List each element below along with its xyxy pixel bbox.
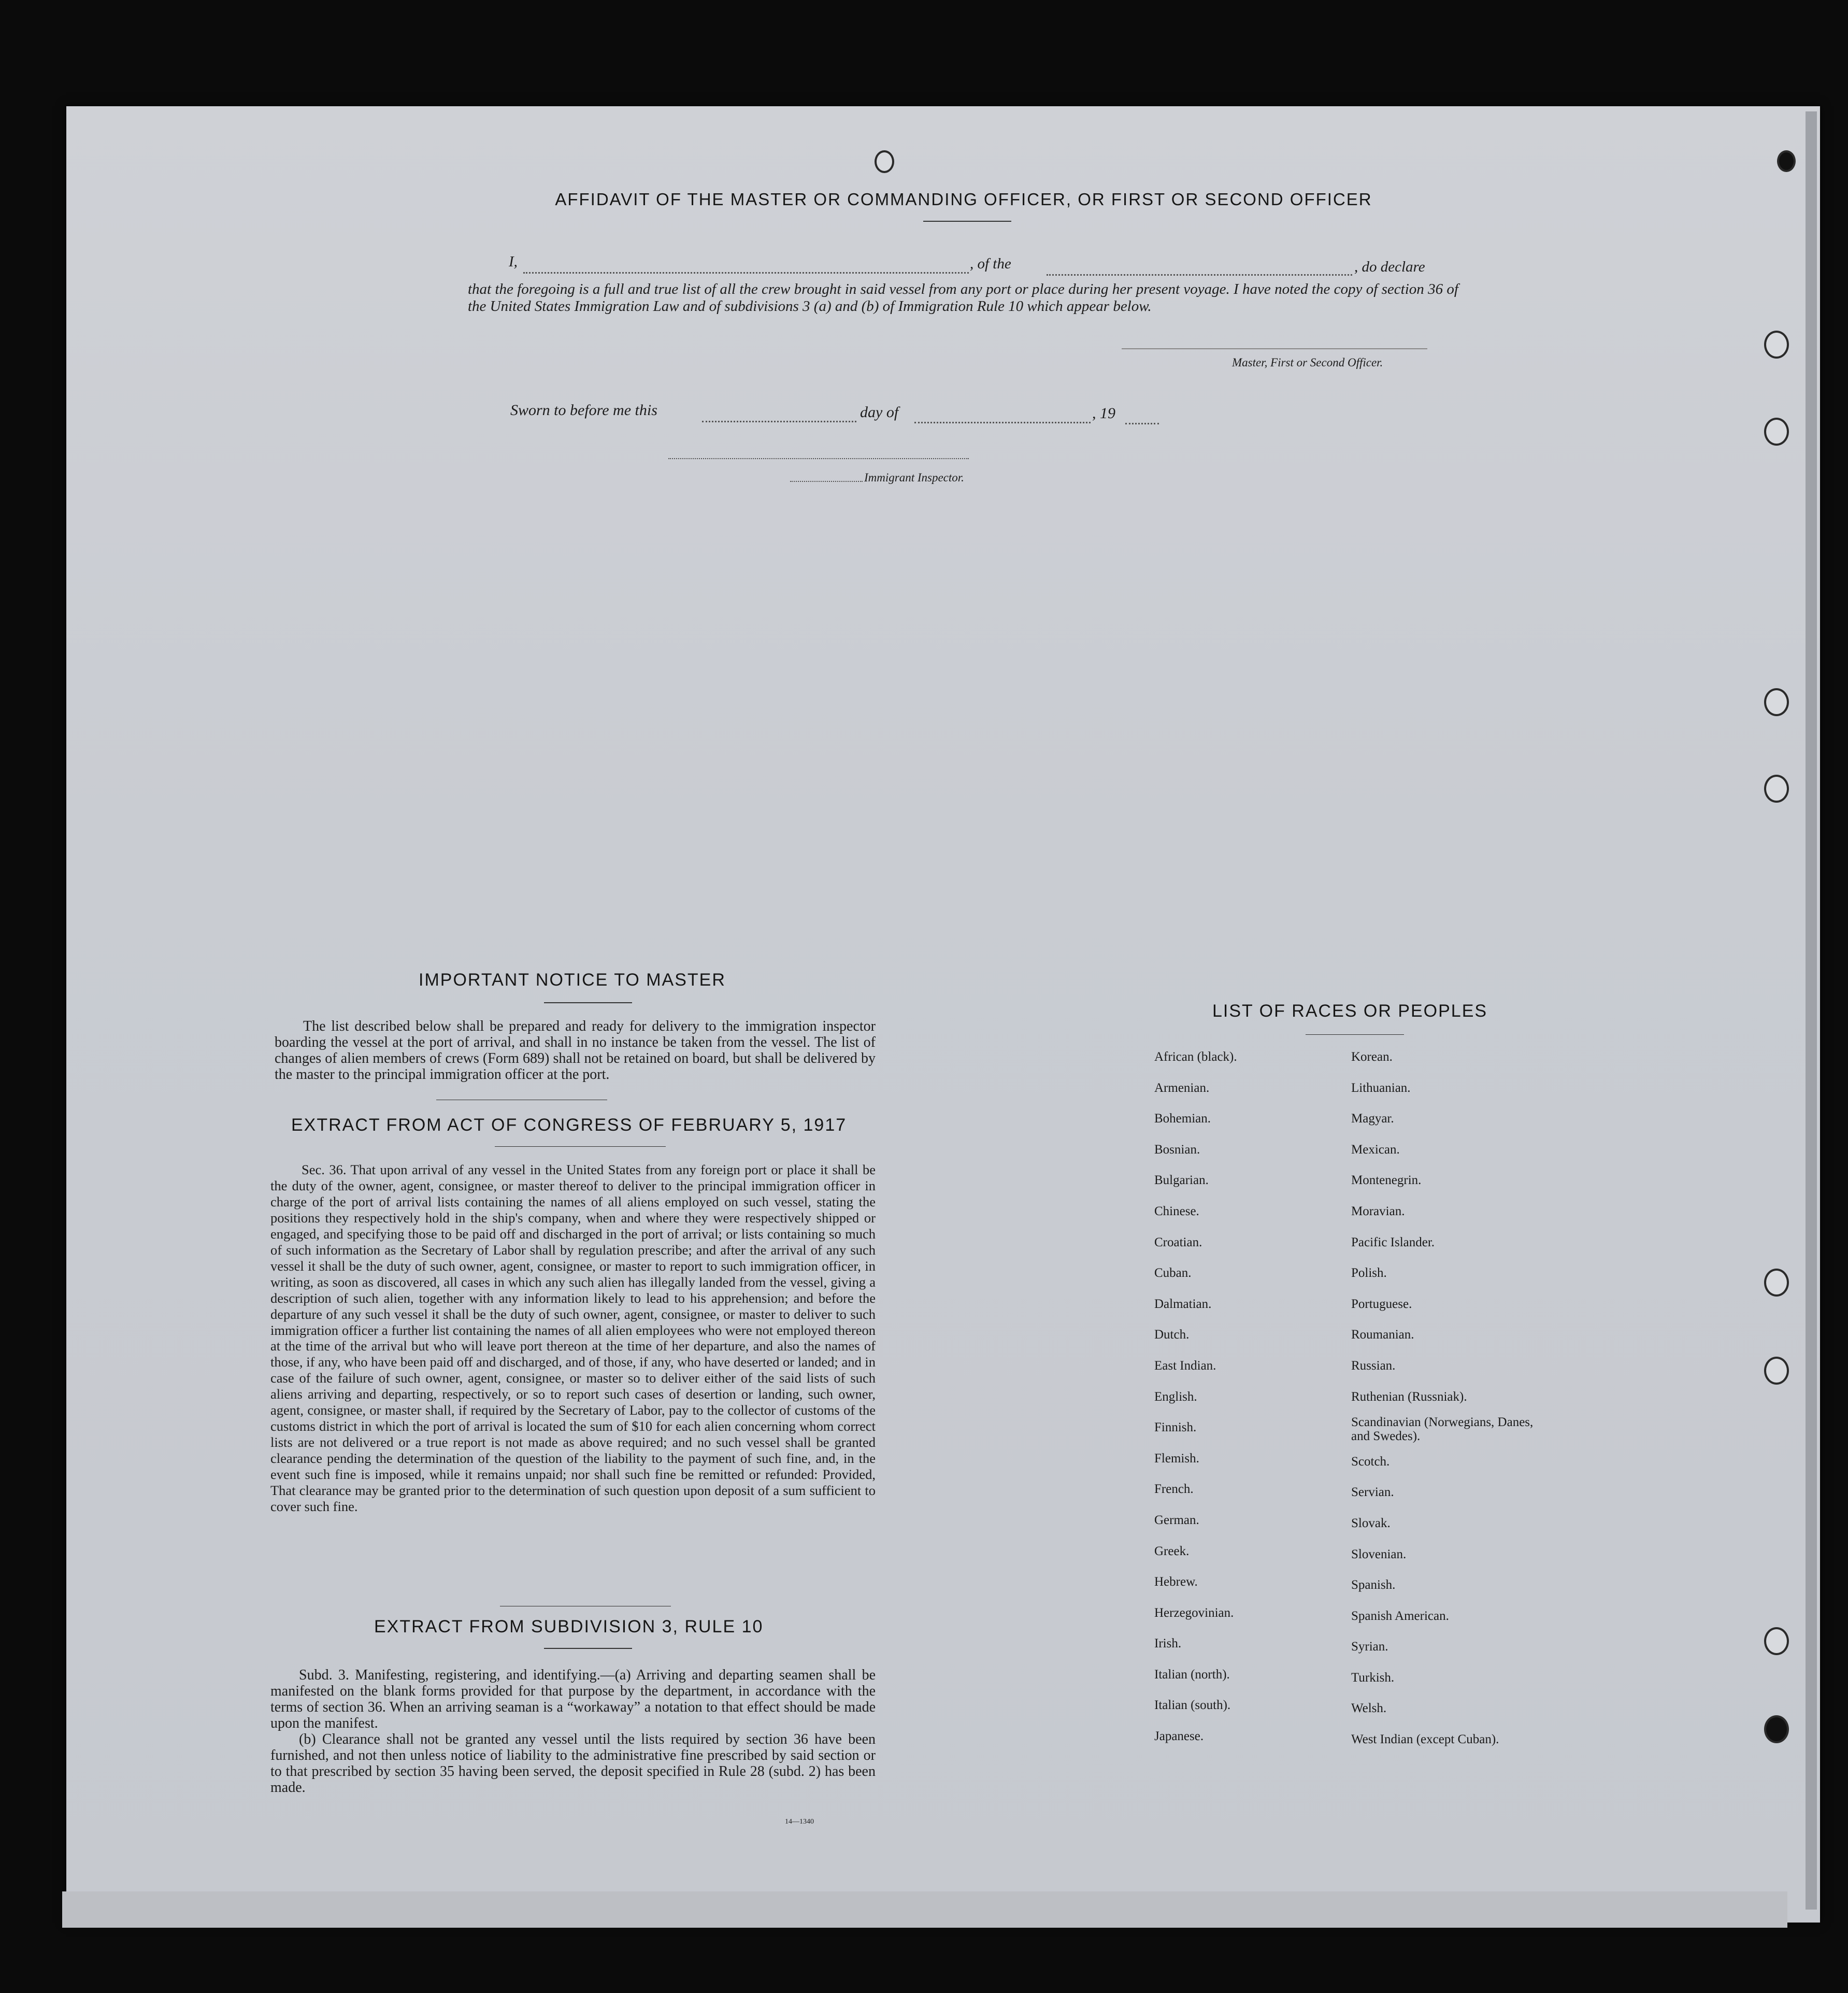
race-item: Syrian. xyxy=(1351,1640,1388,1654)
race-item: Spanish American. xyxy=(1351,1608,1449,1623)
race-item: Japanese. xyxy=(1154,1729,1204,1744)
race-item: Cuban. xyxy=(1154,1266,1192,1280)
race-item: Lithuanian. xyxy=(1351,1080,1411,1095)
sworn-text: Sworn to before me this xyxy=(510,402,657,419)
race-item: Slovak. xyxy=(1351,1516,1391,1530)
race-item: Roumanian. xyxy=(1351,1328,1414,1342)
affidavit-heading-rule xyxy=(923,221,1011,222)
affidavit-do-declare: , do declare xyxy=(1354,259,1425,275)
race-item: Polish. xyxy=(1351,1266,1387,1280)
races-heading: LIST OF RACES OR PEOPLES xyxy=(1212,1001,1488,1021)
race-item: Hebrew. xyxy=(1154,1575,1198,1589)
binder-hole-icon xyxy=(1764,331,1789,359)
affidavit-heading: AFFIDAVIT OF THE MASTER OR COMMANDING OFFICER, OR FIRST OR SECOND OFFICER xyxy=(555,190,1372,209)
act-heading-rule xyxy=(495,1146,666,1147)
page-edge xyxy=(1806,111,1817,1910)
inspector-signature-blank-2 xyxy=(790,481,863,482)
race-item: Ruthenian (Russniak). xyxy=(1351,1389,1467,1404)
master-signature-caption: Master, First or Second Officer. xyxy=(1232,356,1383,369)
binder-hole-icon xyxy=(1764,1357,1789,1385)
sworn-year-blank xyxy=(1125,423,1159,424)
race-item: Bulgarian. xyxy=(1154,1173,1209,1188)
race-item: Scandinavian (Norwegians, Danes, and Swedes). xyxy=(1351,1415,1534,1444)
master-signature-blank xyxy=(1122,348,1427,349)
race-item: Bosnian. xyxy=(1154,1142,1200,1157)
act-heading: EXTRACT FROM ACT OF CONGRESS OF FEBRUARY 5, 1917 xyxy=(291,1115,847,1135)
binder-hole-icon xyxy=(1764,1627,1789,1655)
rule-heading-rule xyxy=(544,1648,632,1649)
inspector-caption: Immigrant Inspector. xyxy=(864,471,964,484)
races-left-column xyxy=(1154,1042,1237,1752)
race-item: Korean. xyxy=(1351,1050,1393,1064)
race-item: German. xyxy=(1154,1513,1199,1527)
race-item: Armenian. xyxy=(1154,1080,1210,1095)
race-item: Slovenian. xyxy=(1351,1547,1407,1561)
race-item: Herzegovinian. xyxy=(1154,1605,1234,1620)
rule-para-a: Subd. 3. Manifesting, registering, and identifying.—(a) Arriving and departing seamen shall be manifested on the blank forms provided for that purpose by the department, in accordance with the terms of section 36. When an arriving seaman is a “workaway” a notation to that effect should be made upon the manifest. xyxy=(270,1667,876,1731)
binder-hole-icon xyxy=(1764,418,1789,446)
race-item: Montenegrin. xyxy=(1351,1173,1422,1188)
act-body: Sec. 36. That upon arrival of any vessel in the United States from any foreign port or place it shall be the duty of the owner, agent, consignee, or master thereof to deliver to the principal immigration officer in charge of the port of arrival lists containing the names of all aliens employed on such vessel, stating the positions they respectively hold in the ship's company, when and where they were respectively shipped or engaged, and specifying those to be paid off and discharged in the port of arrival; or lists containing so much of such information as the Secretary of Labor shall by regulation prescribe; and after the arrival of any such vessel it shall be the duty of such owner, agent, consignee, or master to report to such immigration officer, in writing, as soon as discovered, all cases in which any such alien has illegally landed from the vessel, giving a description of such alien, together with any information likely to lead to his apprehension; and before the departure of any such vessel it shall be the duty of such owner, agent, consignee, or master to deliver to such immigration officer a further list containing the names of all alien employees who were not employed thereon at the time of the arrival but who will leave port thereon at the time of her departure, and also the names of those, if any, who have been paid off and discharged, and of those, if any, who have deserted or landed; and in case of the failure of such owner, agent, consignee, or master so to deliver either of the said lists of such aliens arriving and departing, respectively, or so to report such cases of desertion or landing, such owner, agent, consignee, or master shall, if required by the Secretary of Labor, pay to the collector of customs of the customs district in which the port of arrival is located the sum of $10 for each alien concerning whom correct lists are not delivered or a true report is not made as above required; and no such vessel shall be granted clearance pending the determination of the question of the liability to the payment of such fine, and, in the event such fine is imposed, while it remains unpaid; nor shall such fine be remitted or refunded: Provided, That clearance may be granted prior to the determination of such question upon deposit of a sum sufficient to cover such fine. xyxy=(270,1162,876,1515)
races-right-column xyxy=(1351,1042,1538,1755)
vessel-name-blank xyxy=(1047,274,1352,276)
master-name-blank xyxy=(523,272,969,274)
race-item: Turkish. xyxy=(1351,1670,1395,1685)
race-item: Dalmatian. xyxy=(1154,1297,1212,1311)
form-number: 14—1340 xyxy=(785,1818,814,1826)
binder-hole-icon xyxy=(1764,1715,1789,1743)
race-item: English. xyxy=(1154,1389,1197,1404)
inspector-signature-blank xyxy=(668,458,969,459)
notice-body: The list described below shall be prepared and ready for delivery to the immigration inspector boarding the vessel at the port of arrival, and shall in no instance be taken from the vessel. The list of changes of alien members of crews (Form 689) shall not be retained on board, but shall be delivered by the master to the principal immigration officer at the port. xyxy=(275,1018,876,1083)
race-item: West Indian (except Cuban). xyxy=(1351,1732,1499,1747)
affidavit-line-i: I, xyxy=(509,253,518,270)
race-item: Spanish. xyxy=(1351,1578,1396,1592)
page-bottom-strip xyxy=(62,1891,1787,1928)
race-item: Dutch. xyxy=(1154,1328,1190,1342)
race-item: Flemish. xyxy=(1154,1451,1199,1465)
race-item: Russian. xyxy=(1351,1358,1396,1373)
race-item: African (black). xyxy=(1154,1050,1237,1064)
race-item: Bohemian. xyxy=(1154,1112,1211,1126)
sworn-month-blank xyxy=(914,422,1091,423)
race-item: Scotch. xyxy=(1351,1454,1390,1469)
race-item: Irish. xyxy=(1154,1636,1182,1651)
sworn-day-of: day of xyxy=(860,404,899,421)
rule-heading: EXTRACT FROM SUBDIVISION 3, RULE 10 xyxy=(374,1617,764,1636)
binder-hole-icon xyxy=(1764,1269,1789,1297)
race-item: Mexican. xyxy=(1351,1142,1400,1157)
race-item: Finnish. xyxy=(1154,1420,1197,1435)
race-item: Magyar. xyxy=(1351,1112,1394,1126)
binder-hole-icon xyxy=(1764,775,1789,803)
race-item: Portuguese. xyxy=(1351,1297,1412,1311)
race-item: Moravian. xyxy=(1351,1204,1405,1218)
race-item: Chinese. xyxy=(1154,1204,1199,1218)
affidavit-body: that the foregoing is a full and true list of all the crew brought in said vessel from any port or place during her present voyage. I have noted the copy of section 36 of the United States Immigration Law and of subdivisions 3 (a) and (b) of Immigration Rule 10 which appear below. xyxy=(468,281,1458,315)
race-item: East Indian. xyxy=(1154,1358,1216,1373)
rule-para-b: (b) Clearance shall not be granted any vessel until the lists required by section 36 have been furnished, and not then unless notice of liability to the administrative fine prescribed by said section or to that prescribed by section 35 having been served, the deposit specified in Rule 28 (subd. 2) has been made. xyxy=(270,1731,876,1796)
race-item: Welsh. xyxy=(1351,1701,1387,1716)
race-item: Pacific Islander. xyxy=(1351,1235,1435,1249)
sworn-year: , 19 xyxy=(1092,405,1115,422)
race-item: Greek. xyxy=(1154,1544,1190,1558)
binder-hole-icon xyxy=(1777,150,1796,172)
race-item: Croatian. xyxy=(1154,1235,1202,1249)
notice-heading-rule xyxy=(544,1002,632,1003)
race-item: Italian (north). xyxy=(1154,1667,1230,1682)
binder-hole-icon xyxy=(1764,688,1789,716)
races-heading-rule xyxy=(1306,1034,1404,1035)
race-item: Servian. xyxy=(1351,1485,1394,1500)
sworn-day-blank xyxy=(702,421,856,422)
binder-hole-icon xyxy=(875,150,894,173)
document-page xyxy=(66,106,1820,1923)
affidavit-of-the: , of the xyxy=(970,255,1011,272)
race-item: Italian (south). xyxy=(1154,1698,1231,1713)
race-item: French. xyxy=(1154,1482,1194,1497)
notice-heading: IMPORTANT NOTICE TO MASTER xyxy=(419,970,726,990)
